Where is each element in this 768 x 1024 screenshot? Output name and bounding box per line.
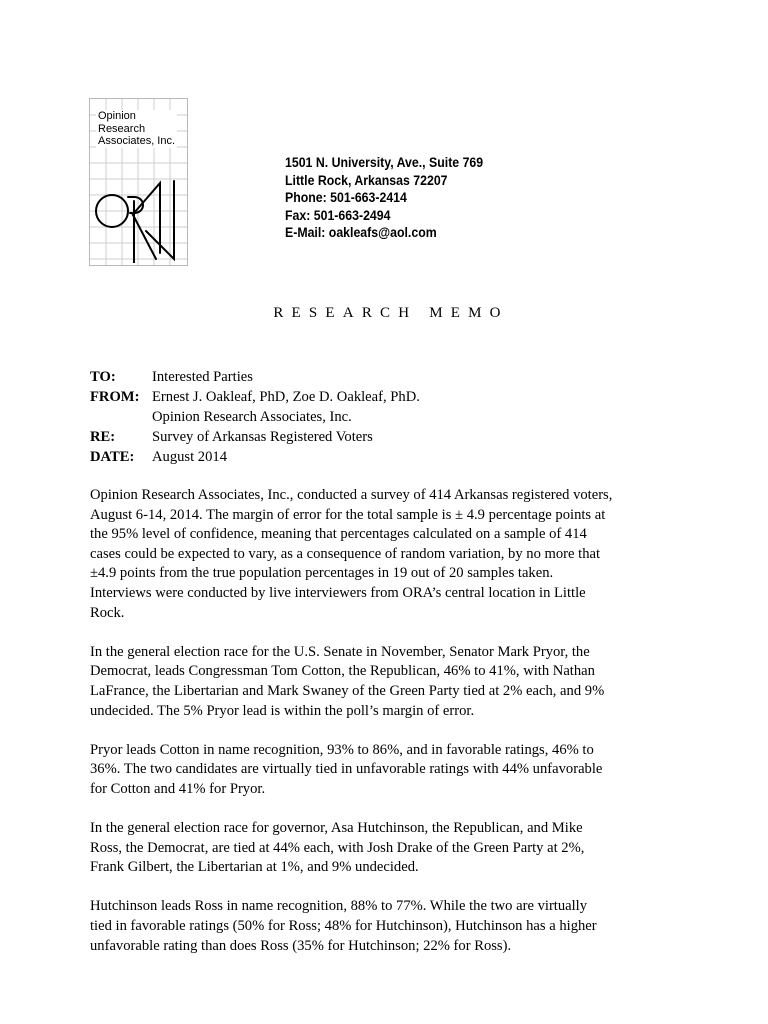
logo-text <box>96 110 177 148</box>
date-value: August 2014 <box>152 449 227 465</box>
paragraph-governor-ratings <box>90 897 690 956</box>
re-value: Survey of Arkansas Registered Voters <box>152 429 373 445</box>
re-label: RE: <box>90 429 116 445</box>
text-line: 36%. The two candidates are virtually tied in unfavorable ratings with 44% unfavorable <box>90 761 603 778</box>
date-row <box>90 447 420 467</box>
address-phone: Phone: 501-663-2414 <box>285 190 407 205</box>
memo-title: RESEARCH MEMO <box>273 305 509 321</box>
text-line: for Cotton and 41% for Pryor. <box>90 780 266 797</box>
address-fax: Fax: 501-663-2494 <box>285 207 391 223</box>
memo-body <box>90 486 690 976</box>
text-line: unfavorable rating than does Ross (35% for Hutchinson; 22% for Ross). <box>90 937 512 954</box>
paragraph-methodology <box>90 486 690 623</box>
to-label: TO: <box>90 369 116 385</box>
text-line: August 6-14, 2014. The margin of error for the total sample is ± 4.9 percentage points at <box>90 506 606 523</box>
text-line: Rock. <box>90 604 125 621</box>
from-label: FROM: <box>90 389 140 405</box>
logo-text-line: Associates, Inc. <box>98 135 176 147</box>
to-row <box>90 367 420 387</box>
date-label: DATE: <box>90 449 135 465</box>
address-street: 1501 N. University, Ave., Suite 769 <box>285 155 484 170</box>
from-value: Ernest J. Oakleaf, PhD, Zoe D. Oakleaf, PhD. <box>152 389 420 405</box>
text-line: In the general election race for the U.S. Senate in November, Senator Mark Pryor, the <box>90 643 590 660</box>
logo-text-line: Opinion <box>98 110 136 122</box>
logo-text-line: Research <box>98 122 146 135</box>
address-email: E-Mail: oakleafs@aol.com <box>285 225 437 240</box>
paragraph-senate-race <box>90 643 690 721</box>
memo-header <box>90 367 420 467</box>
from-row-2 <box>90 407 420 427</box>
paragraph-senate-ratings <box>90 741 690 800</box>
text-line: Frank Gilbert, the Libertarian at 1%, and 9% undecided. <box>90 859 419 876</box>
ora-monogram-icon <box>94 171 184 263</box>
text-line: ±4.9 points from the true population percentages in 19 out of 20 samples taken. <box>90 565 554 582</box>
text-line: Democrat, leads Congressman Tom Cotton, the Republican, 46% to 41%, with Nathan <box>90 663 595 680</box>
from-value-2: Opinion Research Associates, Inc. <box>152 409 352 425</box>
re-row <box>90 427 420 447</box>
from-row <box>90 387 420 407</box>
text-line: Ross, the Democrat, are tied at 44% each, with Josh Drake of the Green Party at 2%, <box>90 839 585 856</box>
ora-logo <box>89 98 188 266</box>
paragraph-governor-race <box>90 819 690 878</box>
text-line: Pryor leads Cotton in name recognition, 93% to 86%, and in favorable ratings, 46% to <box>90 741 594 758</box>
address-city: Little Rock, Arkansas 72207 <box>285 172 448 188</box>
text-line: Hutchinson leads Ross in name recognition, 88% to 77%. While the two are virtually <box>90 898 588 915</box>
to-value: Interested Parties <box>152 369 253 385</box>
text-line: LaFrance, the Libertarian and Mark Swaney of the Green Party tied at 2% each, and 9% <box>90 682 605 699</box>
contact-address <box>285 154 483 242</box>
text-line: In the general election race for governor, Asa Hutchinson, the Republican, and Mike <box>90 820 583 837</box>
text-line: Interviews were conducted by live interviewers from ORA’s central location in Little <box>90 584 586 601</box>
text-line: Opinion Research Associates, Inc., conducted a survey of 414 Arkansas registered voters, <box>90 487 613 503</box>
text-line: tied in favorable ratings (50% for Ross; 48% for Hutchinson), Hutchinson has a higher <box>90 918 597 935</box>
text-line: the 95% level of confidence, meaning that percentages calculated on a sample of 414 <box>90 526 587 543</box>
text-line: undecided. The 5% Pryor lead is within the poll’s margin of error. <box>90 702 475 719</box>
text-line: cases could be expected to vary, as a consequence of random variation, by no more that <box>90 545 601 562</box>
